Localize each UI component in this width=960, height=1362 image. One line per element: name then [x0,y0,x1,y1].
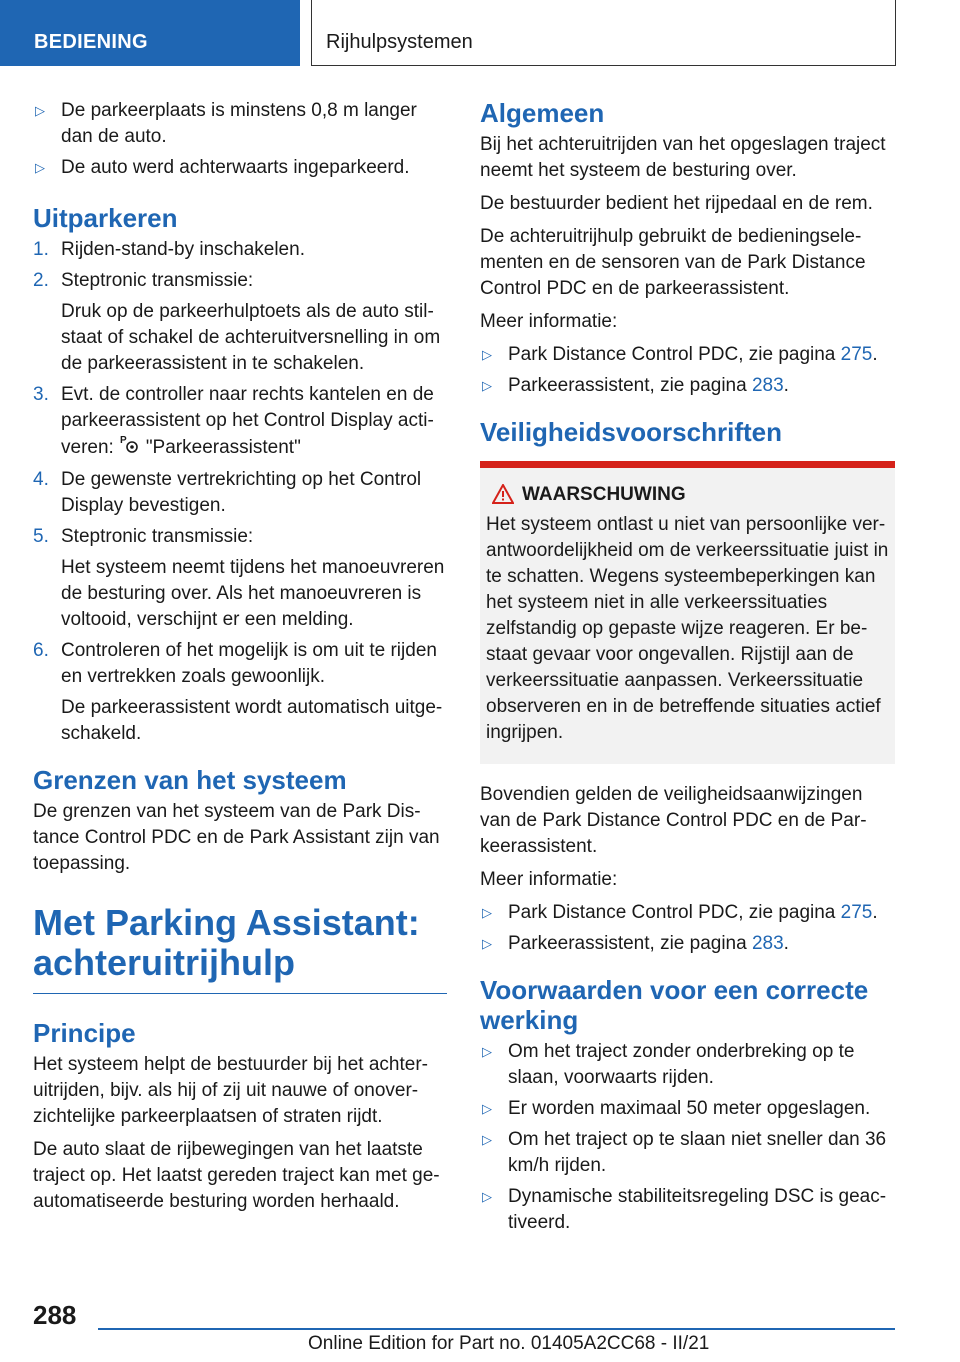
warning-triangle-icon [492,484,514,512]
list-item: ▷ Park Distance Control PDC, zie pagina 275. [480,900,895,926]
triangle-bullet-icon: ▷ [35,160,45,175]
warning-box [480,468,895,764]
heading-principe: Principe [33,1018,136,1048]
step-item: 5. Steptronic transmissie: Het systeem neemt tijdens het manoeuvreren de besturing over. Als het manoeuvreren is voltooid, verschijnt er een melding. [33,524,447,633]
footer-rule [98,1328,895,1330]
heading-grenzen: Grenzen van het systeem [33,765,347,795]
list-item: ▷ De parkeerplaats is minstens 0,8 m langer dan de auto. [35,100,417,147]
warning-rule [480,461,895,468]
algemeen-paragraph-3: De achteruitrijhulp gebruikt de bedieningselementen en de sensoren van de Park Distance Control PDC en de parkeerassistent. [480,226,866,299]
triangle-bullet-icon: ▷ [482,936,492,951]
triangle-bullet-icon: ▷ [482,1132,492,1147]
page-header [0,0,960,66]
principe-paragraph-2: De auto slaat de rijbewegingen van het laatste traject op. Het laatst gereden traject kan met geautomatiseerde besturing worden herhaald. [33,1139,440,1212]
step-subtext: De parkeerassistent wordt automatisch uitgeschakeld. [61,697,443,744]
step-item: 1. Rijden-stand-by inschakelen. [33,239,305,260]
heading-uitparkeren: Uitparkeren [33,203,178,233]
veiligheid-paragraph: Bovendien gelden de veiligheidsaanwijzingen van de Park Distance Control PDC en de Parkeerassistent. [480,784,867,857]
list-item: ▷ Om het traject op te slaan niet sneller dan 36 km/h rijden. [482,1129,887,1176]
list-item: ▷ Parkeerassistent, zie pagina 283. [480,373,895,399]
step-item: 6. Controleren of het mogelijk is om uit te rijden en vertrekken zoals gewoonlijk. De parkeerassistent wordt automatisch uitgeschakeld. [33,638,447,747]
veiligheid-refs [480,900,895,957]
list-item: ▷ Er worden maximaal 50 meter opgeslagen. [480,1096,895,1122]
triangle-bullet-icon: ▷ [482,905,492,920]
heading-voorwaarden: Voorwaarden voor een correcte werking [480,975,869,1035]
list-item: ▷ Park Distance Control PDC, zie pagina 275. [480,342,895,368]
more-info-label: Meer informatie: [480,869,618,890]
page-reference-link[interactable]: 275 [840,344,873,365]
voorwaarden-list [480,1039,895,1236]
page-number: 288 [33,1300,77,1330]
page-footer [0,1296,960,1362]
section-title: Rijhulpsystemen [311,0,896,66]
algemeen-paragraph-2: De bestuurder bedient het rijpedaal en de rem. [480,193,873,214]
list-item: ▷ Om het traject zonder onderbreking op te slaan, voorwaarts rijden. [482,1041,855,1088]
list-item: ▷ Dynamische stabiliteitsregeling DSC is geactiveerd. [482,1186,887,1233]
chapter-tab: BEDIENING [0,0,300,66]
edition-text: Online Edition for Part no. 01405A2CC68 - II/21 [308,1333,710,1354]
algemeen-refs [480,342,895,399]
grenzen-text: De grenzen van het systeem van de Park Distance Control PDC en de Park Assistant zijn van toepassing. [33,801,440,874]
intro-bullet-list [33,98,447,181]
triangle-bullet-icon: ▷ [482,347,492,362]
page-reference-link[interactable]: 283 [751,933,784,954]
heading-veiligheid: Veiligheidsvoorschriften [480,417,782,447]
step-item: 4. De gewenste vertrekrichting op het Control Display bevestigen. [33,469,422,516]
triangle-bullet-icon: ▷ [482,1044,492,1059]
page-reference-link[interactable]: 275 [840,902,873,923]
list-item: ▷ Parkeerassistent, zie pagina 283. [480,931,895,957]
warning-title: WAARSCHUWING [522,482,889,508]
triangle-bullet-icon: ▷ [35,103,45,118]
park-assistant-icon [120,434,140,462]
step-subtext: Druk op de parkeerhulptoets als de auto stilstaat of schakel de achteruitversnelling in om de parkeerassistent in te schakelen. [61,301,441,374]
uitparkeren-steps [33,237,447,747]
warning-text: Het systeem ontlast u niet van persoonlijke verantwoordelijkheid om de verkeerssituatie juist in te schatten. Wegens systeembeperkingen kan het systeem niet in alle verkeerssituaties zelfstandig op gepaste wijze reageren. Er bestaat gevaar voor ongevallen. Rijstijl aan de verkeerssituatie aanpassen. Verkeerssituatie observeren en in de betreffende situaties actief ingrijpen. [486,514,889,743]
svg-text:P: P [119,435,127,446]
left-column [33,98,447,1222]
main-heading-block [33,903,447,994]
more-info-label: Meer informatie: [480,311,618,332]
list-item: ▷ De auto werd achterwaarts ingeparkeerd. [33,155,447,181]
triangle-bullet-icon: ▷ [482,378,492,393]
right-column [480,98,895,1243]
step-item: 3. Evt. de controller naar rechts kantelen en de parkeerassistent op het Control Display activeren: P "Parkeerassistent" [33,382,447,462]
principe-paragraph-1: Het systeem helpt de bestuurder bij het achteruitrijden, bijv. als hij of zij uit nauwe of onoverzichtelijke parkeerplaatsen of straten rijdt. [33,1054,428,1127]
main-heading: Met Parking Assistant: achteruitrijhulp [33,902,420,983]
heading-algemeen: Algemeen [480,98,605,128]
algemeen-paragraph-1: Bij het achteruitrijden van het opgeslagen traject neemt het systeem de besturing over. [480,134,886,181]
page-reference-link[interactable]: 283 [751,375,784,396]
step-subtext: Het systeem neemt tijdens het manoeuvreren de besturing over. Als het manoeuvreren is voltooid, verschijnt er een melding. [61,557,445,630]
step-item: 2. Steptronic transmissie: Druk op de parkeerhulptoets als de auto stilstaat of schakel de achteruitversnelling in om de parkeerassistent in te schakelen. [33,268,447,377]
triangle-bullet-icon: ▷ [482,1189,492,1204]
triangle-bullet-icon: ▷ [482,1101,492,1116]
